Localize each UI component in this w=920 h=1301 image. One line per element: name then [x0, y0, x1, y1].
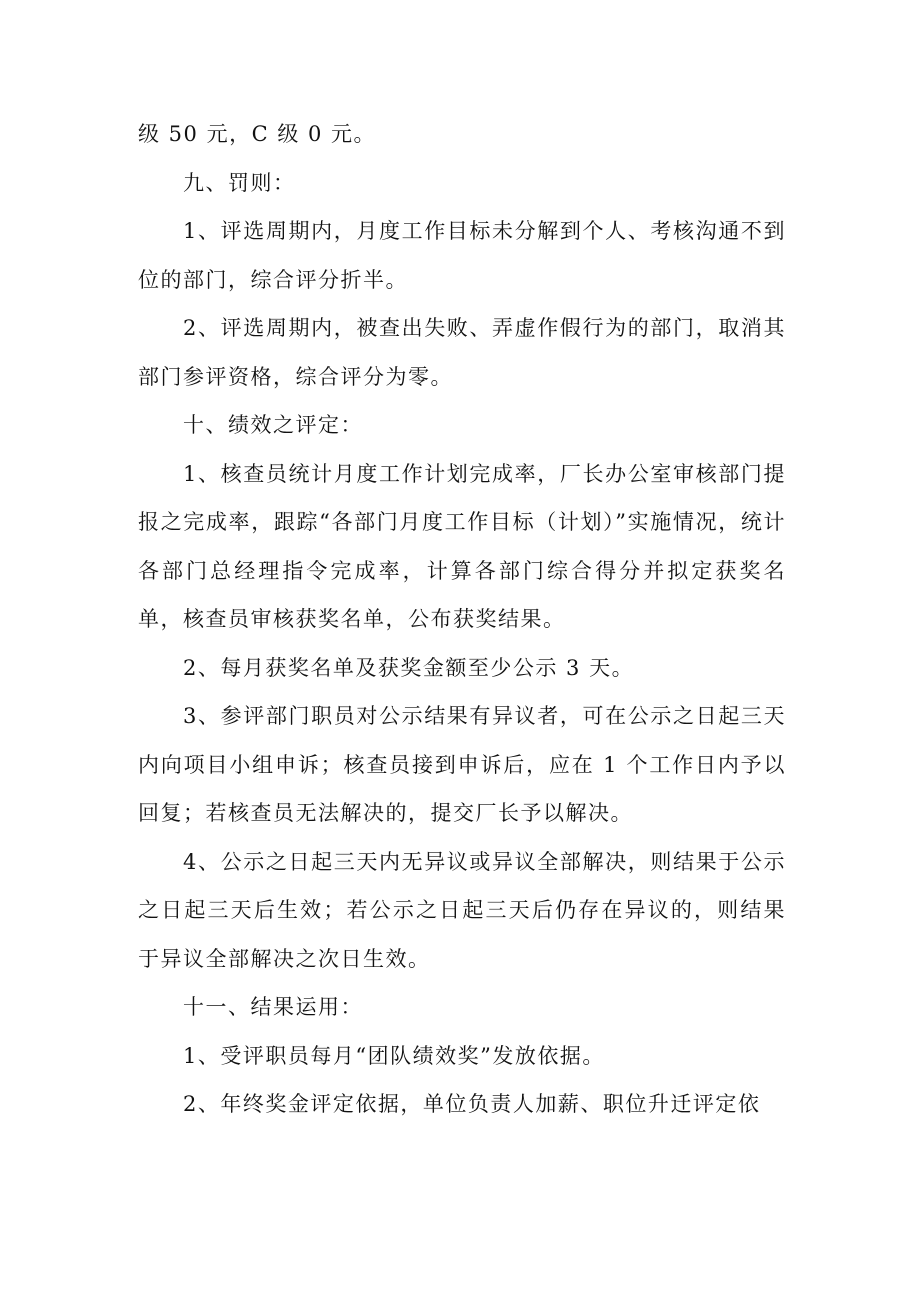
results-item-2: 2、年终奖金评定依据，单位负责人加薪、职位升迁评定依 [183, 1092, 761, 1116]
evaluation-item-2: 2、每月获奖名单及获奖金额至少公示 3 天。 [183, 655, 635, 680]
document-body [138, 110, 786, 1129]
penalty-item-1: 1、评选周期内，月度工作目标未分解到个人、考核沟通不到位的部门，综合评分折半。 [138, 219, 786, 292]
paragraph-continuation: 级 50 元，C 级 0 元。 [138, 122, 377, 146]
evaluation-item-1: 1、核查员统计月度工作计划完成率，厂长办公室审核部门提报之完成率，跟踪“各部门月度工作目标（计划）”实施情况，统计各部门总经理指令完成率，计算各部门综合得分并拟定获奖名单，核查员审核获奖名单，公布获奖结果。 [138, 461, 786, 631]
evaluation-item-3: 3、参评部门职员对公示结果有异议者，可在公示之日起三天内向项目小组申诉；核查员接到申诉后，应在 1 个工作日内予以回复；若核查员无法解决的，提交厂长予以解决。 [138, 704, 786, 825]
penalty-item-2: 2、评选周期内，被查出失败、弄虚作假行为的部门，取消其部门参评资格，综合评分为零。 [138, 316, 786, 389]
evaluation-item-4: 4、公示之日起三天内无异议或异议全部解决，则结果于公示之日起三天后生效；若公示之日起三天后仍存在异议的，则结果于异议全部解决之次日生效。 [138, 849, 786, 971]
section-heading-penalties: 九、罚则： [183, 170, 296, 195]
section-heading-results: 十一、结果运用： [183, 995, 363, 1019]
section-heading-evaluation: 十、绩效之评定： [183, 413, 363, 437]
results-item-1: 1、受评职员每月“团队绩效奖”发放依据。 [183, 1043, 605, 1068]
